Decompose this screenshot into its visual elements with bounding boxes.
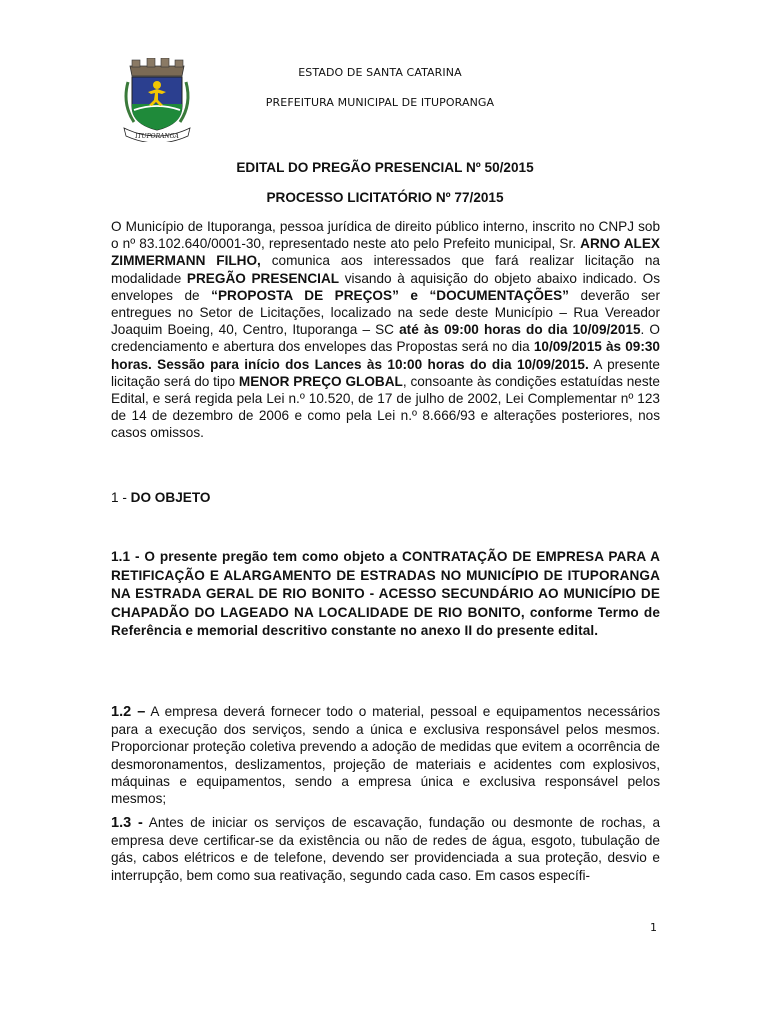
item-1-1-paragraph: 1.1 - O presente pregão tem como objeto a CONTRATAÇÃO DE EMPRESA PARA A RETIFICAÇÃO E ALARGAMENTO DE ESTRADAS NO MUNICÍPIO DE ITUPORANGA NA ESTRADA GERAL DE RIO BONITO - ACESSO SECUNDÁRIO AO MUNICÍPIO DE CHAPADÃO DO LAGEADO NA LOCALIDADE DE RIO BONITO, conforme Termo de Referência e memorial descritivo constante no anexo II do presente edital. (111, 549, 660, 638)
processo-title: PROCESSO LICITATÓRIO Nº 77/2015 (266, 190, 504, 205)
page-number: 1 (650, 921, 657, 934)
item-1-3-paragraph: 1.3 - Antes de iniciar os serviços de escavação, fundação ou desmonte de rochas, a empresa deve certificar-se da existência ou não de redes de água, esgoto, tubulação de gás, cabos elétricos e de telefone, devendo ser providenciada a sua proteção, desvio e interrupção, bem como sua reativação, segundo cada caso. Em casos específi- (111, 815, 661, 883)
section-heading-objeto: 1 - DO OBJETO (111, 490, 211, 505)
header-prefecture: PREFEITURA MUNICIPAL DE ITUPORANGA (265, 96, 495, 109)
intro-paragraph: O Município de Ituporanga, pessoa jurídica de direito público interno, inscrito no CNPJ sob o nº 83.102.640/0001-30, representado neste ato pelo Prefeito municipal, Sr. ARNO ALEX ZIMMERMANN FILHO, comunica aos interessados que fará realizar licitação na modalidade PREGÃO PRESENCIAL visando à aquisição do objeto abaixo indicado. Os envelopes de “PROPOSTA DE PREÇOS” e “DOCUMENTAÇÕES” deverão ser entregues no Setor de Licitações, localizado na sede deste Município – Rua Vereador Joaquim Boeing, 40, Centro, Ituporanga – SC até às 09:00 horas do dia 10/09/2015. O credenciamento e abertura dos envelopes das Propostas será no dia 10/09/2015 às 09:30 horas. Sessão para início dos Lances às 10:00 horas do dia 10/09/2015. A presente licitação será do tipo MENOR PREÇO GLOBAL, consoante às condições estatuídas neste Edital, e será regida pela Lei n.º 10.520, de 17 de julho de 2002, Lei Complementar nº 123 de 14 de dezembro de 2006 e como pela Lei n.º 8.666/93 e alterações posteriores, nos casos omissos. (111, 219, 660, 441)
edital-title: EDITAL DO PREGÃO PRESENCIAL Nº 50/2015 (236, 160, 534, 175)
header-state: ESTADO DE SANTA CATARINA (298, 66, 462, 79)
crest-ribbon-text: ITUPORANGA (135, 133, 179, 140)
item-1-2-paragraph: 1.2 – A empresa deverá fornecer todo o material, pessoal e equipamentos necessários para a execução dos serviços, sendo a única e exclusiva responsável pelos mesmos. Proporcionar proteção coletiva prevendo a adoção de medidas que evitem a ocorrência de desmoronamentos, deslizamentos, projeção de materiais e acidentes com explosivos, máquinas e equipamentos, sendo a empresa única e exclusiva responsável pelos mesmos; (111, 704, 660, 807)
